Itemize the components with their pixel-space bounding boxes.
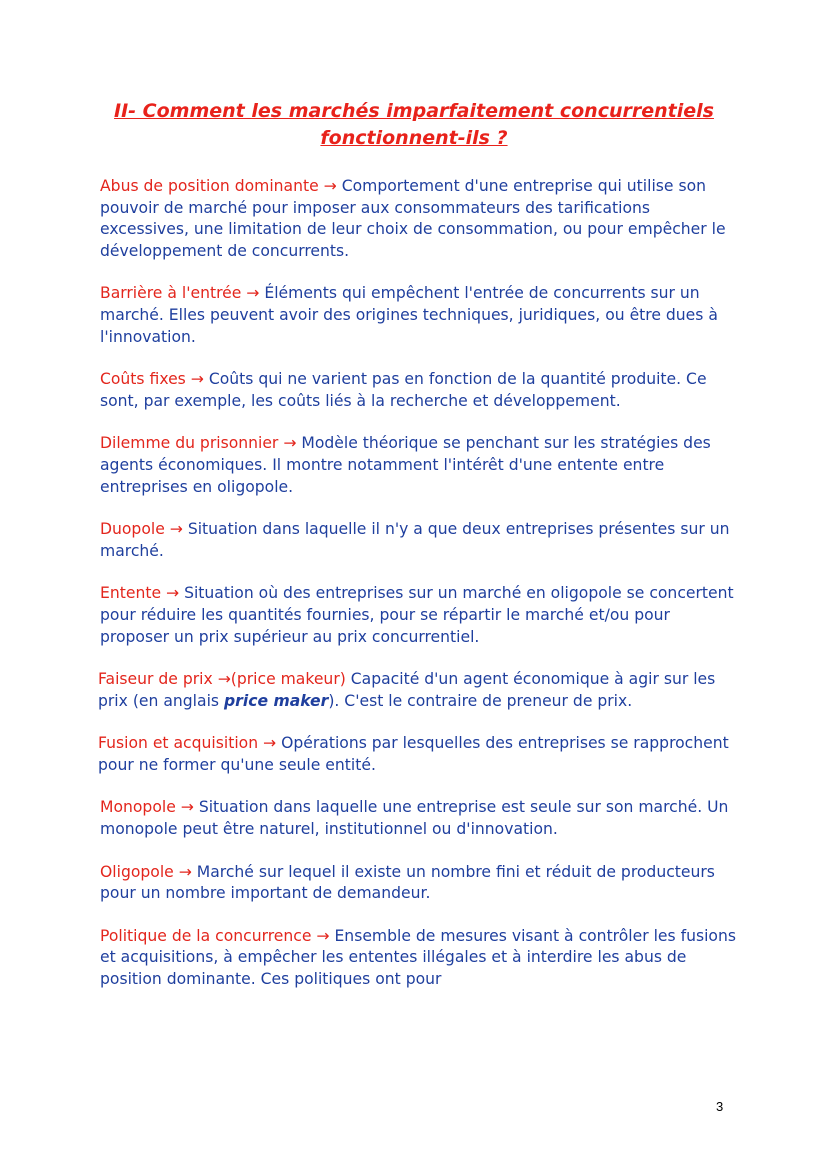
glossary-definition: Ensemble de mesures visant à contrôler les fusions et acquisitions, à empêcher les ententes illégales et à interdire les abus de position dominante. Ces politiques ont pour	[100, 926, 736, 989]
glossary-term: Entente →	[100, 584, 180, 603]
glossary-definition: Éléments qui empêchent l'entrée de concurrents sur un marché. Elles peuvent avoir des origines techniques, juridiques, ou être dues à l'innovation.	[100, 284, 718, 346]
glossary-definition: Comportement d'une entreprise qui utilise son pouvoir de marché pour imposer aux consommateurs des tarifications excessives, une limitation de leur choix de consommation, ou pour empêcher le développement de concurrents.	[100, 177, 726, 260]
glossary-entry-entente	[100, 583, 740, 648]
glossary-definition: Modèle théorique se penchant sur les stratégies des agents économiques. Il montre notamment l'intérêt d'une entente entre entreprises en oligopole.	[100, 434, 711, 496]
glossary-entry-fusion	[98, 733, 738, 776]
glossary-definition: Situation où des entreprises sur un marché en oligopole se concertent pour réduire les quantités fournies, pour se répartir le marché et/ou pour proposer un prix supérieur au prix concurrentiel.	[100, 584, 734, 646]
page-number: 3	[716, 1099, 724, 1114]
glossary-term: Monopole →	[100, 798, 194, 817]
glossary-entry-couts-fixes	[100, 369, 740, 412]
glossary-entry-faiseur-de-prix	[98, 669, 738, 712]
glossary-definition: Opérations par lesquelles des entreprises se rapprochent pour ne former qu'une seule entité.	[98, 734, 729, 774]
glossary-term: Oligopole →	[100, 862, 192, 881]
glossary-list	[100, 176, 740, 1012]
glossary-entry-abus	[100, 176, 740, 262]
glossary-definition: Situation dans laquelle il n'y a que deux entreprises présentes sur un marché.	[100, 520, 730, 560]
glossary-entry-oligopole	[100, 862, 740, 905]
glossary-term: Faiseur de prix →(price makeur)	[98, 670, 346, 689]
glossary-entry-dilemme	[100, 433, 740, 498]
glossary-definition: Marché sur lequel il existe un nombre fini et réduit de producteurs pour un nombre important de demandeur.	[100, 862, 715, 903]
emphasis-text: price maker	[224, 691, 329, 710]
glossary-entry-politique-concurrence	[100, 926, 740, 991]
glossary-term: Barrière à l'entrée →	[100, 284, 260, 303]
glossary-term: Abus de position dominante →	[100, 177, 337, 195]
glossary-term: Dilemme du prisonnier →	[100, 434, 297, 453]
glossary-entry-barriere	[100, 283, 740, 348]
glossary-entry-monopole	[100, 797, 740, 840]
glossary-term: Politique de la concurrence →	[100, 926, 330, 945]
glossary-definition: Situation dans laquelle une entreprise est seule sur son marché. Un monopole peut être naturel, institutionnel ou d'innovation.	[100, 798, 729, 839]
glossary-definition: Capacité d'un agent économique à agir sur les prix (en anglais price maker). C'est le contraire de preneur de prix.	[98, 670, 716, 710]
glossary-entry-duopole	[100, 519, 740, 562]
glossary-term: Fusion et acquisition →	[98, 734, 277, 753]
glossary-term: Duopole →	[100, 520, 183, 539]
section-title: II- Comment les marchés imparfaitement concurrentiels fonctionnent-ils ?	[114, 100, 714, 149]
glossary-definition: Coûts qui ne varient pas en fonction de la quantité produite. Ce sont, par exemple, les coûts liés à la recherche et développement.	[100, 370, 707, 410]
glossary-term: Coûts fixes →	[100, 370, 204, 389]
